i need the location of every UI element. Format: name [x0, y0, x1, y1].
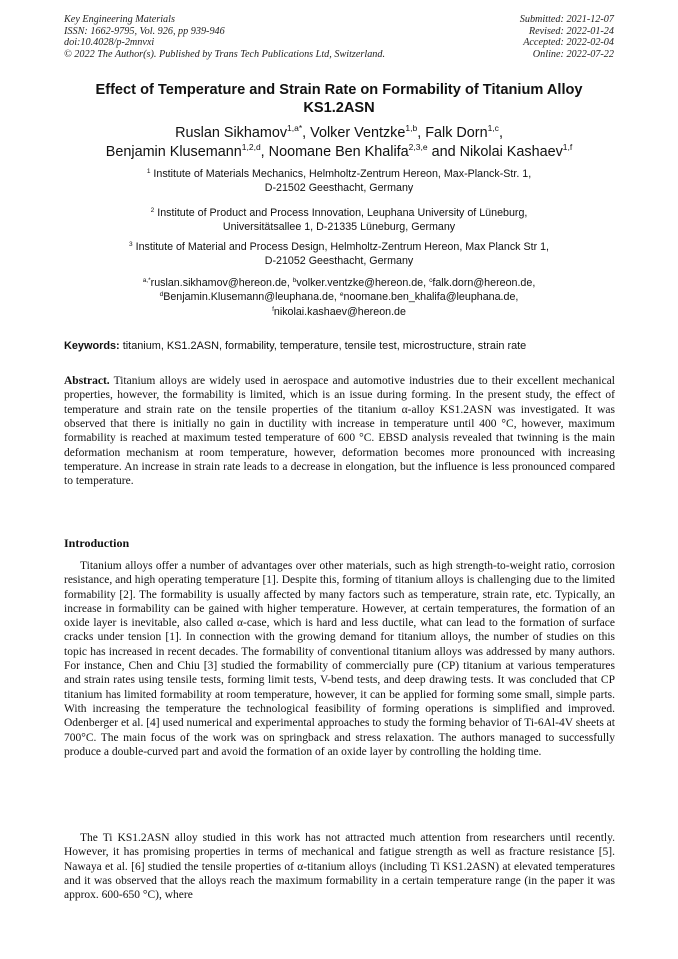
author-separator: ,	[498, 125, 503, 141]
affiliation-number: 2	[150, 207, 155, 214]
keywords-label: Keywords:	[64, 340, 120, 352]
affiliation-line: D-21052 Geesthacht, Germany	[264, 255, 414, 268]
email-link[interactable]: falk.dorn@hereon.de	[432, 277, 533, 289]
author-separator: ,	[417, 125, 426, 141]
author-separator: ,	[260, 144, 269, 160]
author-name: Ruslan Sikhamov	[175, 125, 288, 141]
author-affiliation-mark: 2,3,e	[408, 142, 428, 152]
affiliation-1	[70, 167, 608, 196]
email-link[interactable]: noomane.ben_khalifa@leuphana.de	[343, 291, 516, 304]
author-name: Volker Ventzke	[310, 125, 406, 141]
keywords-text: titanium, KS1.2ASN, formability, temperature, tensile test, microstructure, strain rate	[122, 340, 527, 352]
abstract-label: Abstract.	[64, 375, 110, 387]
affiliation-3	[70, 240, 608, 269]
affiliation-line: Institute of Materials Mechanics, Helmholtz-Zentrum Hereon, Max-Planck-Str. 1,	[153, 168, 532, 180]
affiliation-2	[70, 206, 608, 235]
email-link[interactable]: volker.ventzke@hereon.de	[296, 277, 424, 289]
abstract	[64, 374, 615, 489]
keywords	[64, 339, 624, 353]
author-affiliation-mark: 1,b	[405, 123, 418, 133]
section-heading-introduction: Introduction	[64, 536, 130, 550]
abstract-text: Titanium alloys are widely used in aerospace and automotive industries due to their excellent mechanical properties, however, the formability is limited, which is an issue during forming. In the present study, the effect of temperature and strain rate on the tensile properties of the titanium α-alloy KS1.2ASN was investigated. It was observed that there is initially no gain in ductility with increase in temperature until 400 °C, however, maximum formability is reached at maximum tested temperature of 600 °C. EBSD analysis revealed that twinning is the main deformation mechanism at room temperature, however, deformation becomes more pronounced with increasing temperature. An increase in strain rate leads to a decrease in elongation, but the influence is less pronounced compared to temperature.	[64, 375, 615, 488]
doi-line[interactable]: doi:10.4028/p-2mnvxi	[64, 37, 155, 49]
affiliation-line: D-21502 Geesthacht, Germany	[264, 182, 414, 195]
author-affiliation-mark: 1,a*	[287, 123, 303, 133]
email-link[interactable]: ruslan.sikhamov@hereon.de	[150, 277, 287, 289]
author	[425, 125, 503, 141]
email-link[interactable]: Benjamin.Klusemann@leuphana.de	[163, 291, 334, 304]
author	[460, 144, 573, 160]
email-mark: c	[429, 277, 433, 284]
author-name: Falk Dorn	[425, 125, 488, 141]
affiliation-line: Institute of Product and Process Innovation, Leuphana University of Lüneburg,	[157, 207, 528, 219]
email-list: $^{a,*}$ruslan.sikhamov@hereon.de, $^b$volker.ventzke@hereon.de, $^c$falk.dorn@hereon.de, $^d$Benjamin.Klusemann@leuphana.de, $^e$noomane.ben_khalifa@leuphana.de, $^f$nikolai.kashaev@hereon.de	[142, 277, 536, 318]
email-mark: d	[159, 291, 164, 299]
issn-line: ISSN: 1662-9795, Vol. 926, pp 939-946	[64, 25, 225, 37]
journal-info	[64, 14, 385, 60]
affiliation-line: Universitätsallee 1, D-21335 Lüneburg, Germany	[222, 221, 456, 234]
author	[269, 144, 460, 160]
paper-title: Effect of Temperature and Strain Rate on Formability of Titanium Alloy KS1.2ASN	[95, 82, 583, 116]
intro-paragraph: The Ti KS1.2ASN alloy studied in this work has not attracted much attention from researchers until recently. However, it has promising properties in terms of mechanical and fatigue strength as well as fracture resistance [5]. Nawaya et al. [6] studied the tensile properties of α-titanium alloys (including Ti KS1.2ASN) at elevated temperatures and it was observed that the alloys reach the maximum formability in a certain temperature range (in the paper it was approx. 600-650 °C), where	[64, 832, 615, 902]
revised-date: Revised: 2022-01-24	[528, 25, 614, 37]
email-link[interactable]: nikolai.kashaev@hereon.de	[273, 305, 406, 318]
affiliation-number: 3	[128, 241, 133, 248]
author-separator: and	[427, 144, 460, 160]
email-mark: a,*	[142, 277, 151, 284]
author-name: Nikolai Kashaev	[459, 144, 563, 160]
email-mark: b	[292, 277, 297, 284]
email-mark: e	[339, 291, 344, 299]
email-mark: f	[272, 305, 274, 313]
author-separator: ,	[302, 125, 311, 141]
author-name: Noomane Ben Khalifa	[268, 144, 409, 160]
affiliation-number: 1	[146, 168, 151, 175]
author	[175, 125, 310, 141]
author-affiliation-mark: 1,2,d	[241, 142, 261, 152]
author	[310, 125, 425, 141]
online-date: Online: 2022-07-22	[532, 48, 614, 60]
submission-dates	[520, 14, 614, 60]
author-affiliation-mark: 1,c	[487, 123, 499, 133]
accepted-date: Accepted: 2022-02-04	[523, 37, 614, 49]
author	[106, 144, 269, 160]
affiliation-line: Institute of Material and Process Design, Helmholtz-Zentrum Hereon, Max Planck Str 1,	[135, 241, 550, 253]
author-list	[50, 124, 628, 162]
intro-paragraph: Titanium alloys offer a number of advantages over other materials, such as high strength-to-weight ratio, corrosion resistance, and high operating temperature [1]. Despite this, forming of titanium alloys is challenging due to the limited formability [2]. The formability is usually affected by many factors such as temperature, strain rate, etc. Typically, an increase in formability can be gained with higher temperature. However, at certain temperatures, the formation of an oxide layer is inevitable, also called α-case, which is hard and less ductile, what can lead to the formation of surface cracks under tension [1]. In connection with the growing demand for titanium alloys, the number of studies on this topic has increased in recent decades. The formability of conventional titanium alloys was addressed by many authors. For instance, Chen and Chiu [3] studied the formability of commercially pure (CP) titanium at various temperatures and strain rates using tensile tests, forming limit tests, V-bend tests, and deep drawing tests. It was concluded that CP titanium has limited formability at room temperature, however, it can be applied for forming some small, simple parts. With increasing the temperature the technological feasibility of forming operations is simplified and improved. Odenberger et al. [4] used numerical and experimental approaches to study the forming behavior of Ti-6Al-4V sheets at 700°C. The main focus of the work was on springback and stress relaxation. The authors managed to successfully produce a double-curved part and avoid the formation of an oxide layer by controlling the holding time.	[64, 560, 615, 758]
author-name: Benjamin Klusemann	[105, 144, 242, 160]
submitted-date: Submitted: 2021-12-07	[519, 14, 614, 25]
author-affiliation-mark: 1,f	[562, 142, 573, 152]
copyright-line: © 2022 The Author(s). Published by Trans Tech Publications Ltd, Switzerland.	[64, 48, 386, 60]
journal-name: Key Engineering Materials	[64, 14, 175, 25]
